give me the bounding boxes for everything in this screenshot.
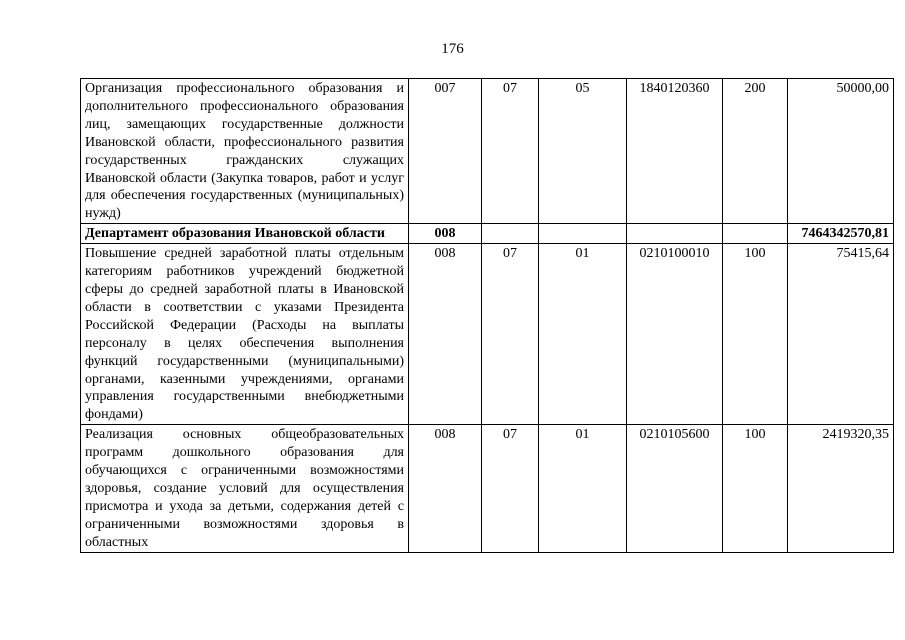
subsection-code: 01 bbox=[539, 425, 627, 552]
section-code: 07 bbox=[482, 425, 539, 552]
expense-type-code: 200 bbox=[723, 79, 788, 224]
expense-name: Организация профессионального образования и дополнительного профессионального образования лиц, замещающих государственные должности Ивановской области, профессионального развития государственных гражданских служащих Ивановской области (Закупка товаров, работ и услуг для обеспечения государственных (муниципальных) нужд) bbox=[81, 79, 409, 224]
subsection-code: 05 bbox=[539, 79, 627, 224]
table-row bbox=[81, 425, 894, 552]
expense-name: Департамент образования Ивановской области bbox=[81, 224, 409, 244]
subsection-code: 01 bbox=[539, 244, 627, 425]
target-article-code: 0210100010 bbox=[627, 244, 723, 425]
table-row bbox=[81, 244, 894, 425]
expense-type-code: 100 bbox=[723, 244, 788, 425]
ministry-code: 008 bbox=[409, 244, 482, 425]
section-code: 07 bbox=[482, 244, 539, 425]
budget-table bbox=[80, 78, 894, 553]
expense-name: Реализация основных общеобразовательных программ дошкольного образования для обучающихся с ограниченными возможностями здоровья, создание условий для осуществления присмотра и ухода за детьми, содержания детей с ограниченными возможностями здоровья в областных bbox=[81, 425, 409, 552]
amount-value: 2419320,35 bbox=[788, 425, 894, 552]
section-code bbox=[482, 224, 539, 244]
target-article-code: 0210105600 bbox=[627, 425, 723, 552]
section-code: 07 bbox=[482, 79, 539, 224]
amount-value: 75415,64 bbox=[788, 244, 894, 425]
page-number: 176 bbox=[441, 41, 464, 57]
ministry-code: 008 bbox=[409, 425, 482, 552]
ministry-code: 008 bbox=[409, 224, 482, 244]
target-article-code bbox=[627, 224, 723, 244]
expense-type-code: 100 bbox=[723, 425, 788, 552]
ministry-code: 007 bbox=[409, 79, 482, 224]
table-row bbox=[81, 79, 894, 224]
subsection-code bbox=[539, 224, 627, 244]
expense-type-code bbox=[723, 224, 788, 244]
amount-value: 7464342570,81 bbox=[788, 224, 894, 244]
table-row-department bbox=[81, 224, 894, 244]
amount-value: 50000,00 bbox=[788, 79, 894, 224]
expense-name: Повышение средней заработной платы отдельным категориям работников учреждений бюджетной сферы до средней заработной платы в Ивановской области в соответствии с указами Президента Российской Федерации (Расходы на выплаты персоналу в целях обеспечения выполнения функций государственными (муниципальными) органами, казенными учреждениями, органами управления государственными внебюджетными фондами) bbox=[81, 244, 409, 425]
target-article-code: 1840120360 bbox=[627, 79, 723, 224]
